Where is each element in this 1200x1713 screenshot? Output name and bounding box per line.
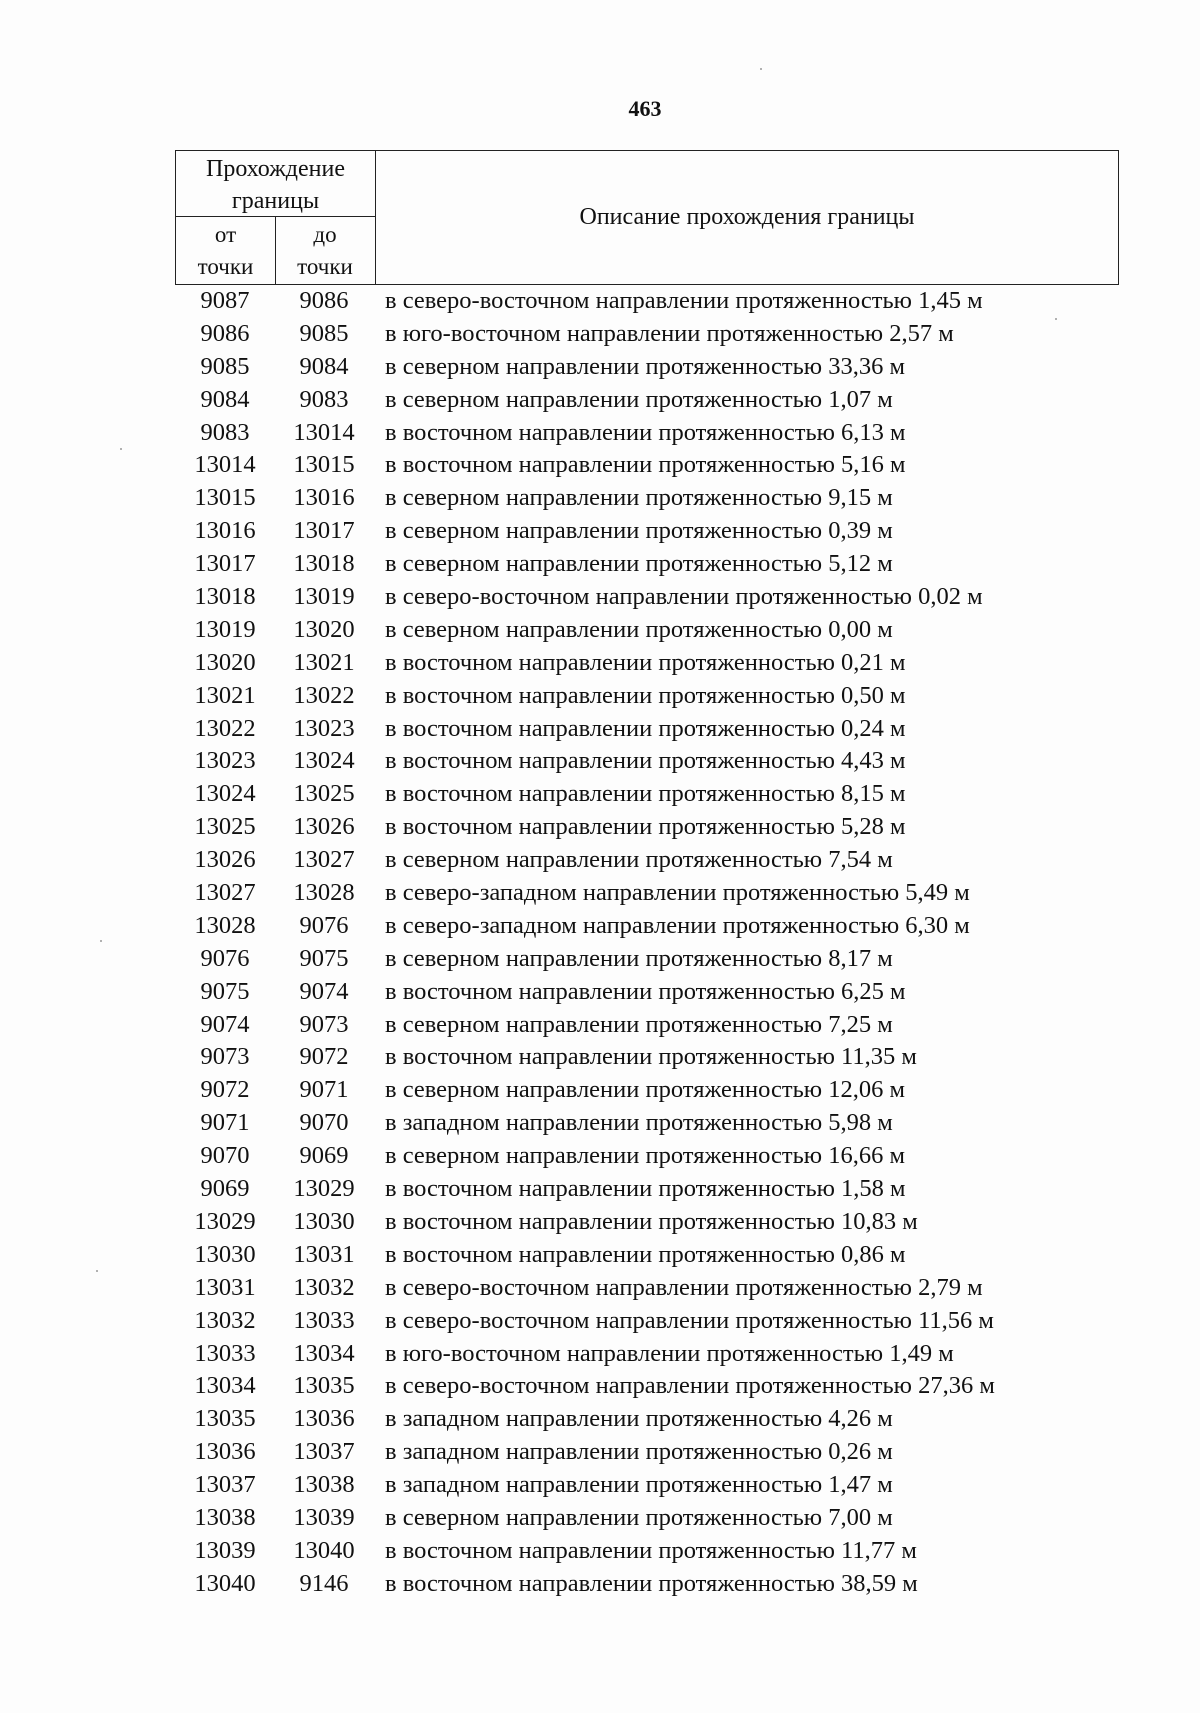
table-row — [175, 449, 1185, 482]
table-row — [175, 1568, 1185, 1601]
cell-to-point: 13036 — [293, 1405, 355, 1433]
cell-from-point: 13018 — [194, 583, 256, 611]
cell-to-point: 9072 — [299, 1043, 349, 1071]
cell-from-point: 9071 — [200, 1109, 250, 1137]
cell-from-point: 9073 — [200, 1043, 250, 1071]
cell-to-point: 13039 — [293, 1503, 355, 1531]
header-description: Описание прохождения границы — [579, 204, 915, 230]
table-row — [175, 1535, 1185, 1568]
cell-from-point: 13040 — [194, 1569, 256, 1597]
cell-description: в северном направлении протяженностью 8,17 м — [385, 944, 893, 972]
table-row — [175, 417, 1185, 450]
header-to-line2: точки — [297, 254, 353, 279]
table-row — [175, 647, 1185, 680]
table-row — [175, 614, 1185, 647]
cell-description: в восточном направлении протяженностью 0,86 м — [385, 1240, 906, 1268]
table-row — [175, 976, 1185, 1009]
cell-to-point: 13030 — [293, 1207, 355, 1235]
header-to-point — [276, 217, 374, 284]
cell-description: в юго-восточном направлении протяженностью 1,49 м — [385, 1339, 954, 1367]
header-to-line1: до — [313, 222, 337, 247]
table-row — [175, 877, 1185, 910]
cell-from-point: 13029 — [194, 1207, 256, 1235]
cell-description: в восточном направлении протяженностью 1,58 м — [385, 1175, 906, 1203]
cell-description: в западном направлении протяженностью 5,98 м — [385, 1109, 893, 1137]
cell-from-point: 13015 — [194, 484, 256, 512]
table-row — [175, 713, 1185, 746]
table-row — [175, 1074, 1185, 1107]
cell-to-point: 13020 — [293, 615, 355, 643]
cell-to-point: 13016 — [293, 484, 355, 512]
cell-description: в восточном направлении протяженностью 11,77 м — [385, 1536, 917, 1564]
cell-description: в западном направлении протяженностью 1,47 м — [385, 1471, 893, 1499]
cell-from-point: 13017 — [194, 550, 256, 578]
cell-to-point: 13032 — [293, 1273, 355, 1301]
cell-to-point: 13038 — [293, 1471, 355, 1499]
cell-to-point: 13021 — [293, 648, 355, 676]
table-row — [175, 351, 1185, 384]
scan-speck — [120, 448, 122, 450]
cell-from-point: 13020 — [194, 648, 256, 676]
header-boundary-group — [176, 151, 376, 284]
cell-to-point: 9086 — [299, 287, 349, 314]
cell-to-point: 13025 — [293, 780, 355, 808]
page-number: 463 — [628, 96, 662, 121]
cell-description: в восточном направлении протяженностью 0,21 м — [385, 648, 906, 676]
cell-to-point: 13037 — [293, 1438, 355, 1466]
cell-to-point: 9075 — [299, 944, 349, 972]
header-from-point — [176, 217, 276, 284]
cell-to-point: 9070 — [299, 1109, 349, 1137]
cell-description: в западном направлении протяженностью 0,26 м — [385, 1438, 893, 1466]
cell-description: в западном направлении протяженностью 4,26 м — [385, 1405, 893, 1433]
cell-description: в восточном направлении протяженностью 5,16 м — [385, 451, 906, 479]
cell-to-point: 13022 — [293, 681, 355, 709]
cell-description: в северо-западном направлении протяженностью 6,30 м — [385, 911, 970, 939]
cell-to-point: 13034 — [293, 1339, 355, 1367]
scan-speck — [1055, 318, 1057, 320]
table-row — [175, 811, 1185, 844]
cell-to-point: 9146 — [299, 1569, 349, 1597]
cell-to-point: 13019 — [293, 583, 355, 611]
cell-description: в северо-восточном направлении протяженностью 11,56 м — [385, 1306, 994, 1334]
table-header — [175, 150, 1119, 285]
cell-from-point: 13027 — [194, 879, 256, 907]
cell-to-point: 9076 — [299, 911, 349, 939]
cell-from-point: 9085 — [200, 352, 250, 380]
cell-from-point: 13031 — [194, 1273, 256, 1301]
cell-description: в восточном направлении протяженностью 10,83 м — [385, 1207, 918, 1235]
table-row — [175, 943, 1185, 976]
cell-to-point: 13015 — [293, 451, 355, 479]
table-row — [175, 680, 1185, 713]
cell-from-point: 13034 — [194, 1372, 256, 1400]
cell-from-point: 13037 — [194, 1471, 256, 1499]
cell-to-point: 13014 — [293, 418, 355, 446]
cell-description: в восточном направлении протяженностью 5,28 м — [385, 813, 906, 841]
table-row — [175, 285, 1185, 318]
table-row — [175, 1239, 1185, 1272]
cell-to-point: 13023 — [293, 714, 355, 742]
table-row — [175, 515, 1185, 548]
cell-description: в северном направлении протяженностью 1,07 м — [385, 385, 893, 413]
table-row — [175, 745, 1185, 778]
cell-from-point: 9075 — [200, 977, 250, 1005]
table-body — [175, 285, 1185, 1601]
cell-from-point: 13016 — [194, 517, 256, 545]
header-from-line2: точки — [197, 254, 254, 279]
cell-to-point: 13033 — [293, 1306, 355, 1334]
cell-from-point: 13023 — [194, 747, 256, 775]
header-from-line1: от — [214, 222, 237, 247]
cell-from-point: 9072 — [200, 1076, 250, 1104]
cell-to-point: 9083 — [299, 385, 349, 413]
cell-description: в северном направлении протяженностью 7,00 м — [385, 1503, 893, 1531]
header-group-title — [176, 151, 375, 217]
cell-description: в северо-западном направлении протяженностью 5,49 м — [385, 879, 970, 907]
cell-to-point: 13024 — [293, 747, 355, 775]
cell-description: в северном направлении протяженностью 16,66 м — [385, 1142, 905, 1170]
table-row — [175, 581, 1185, 614]
cell-to-point: 13027 — [293, 846, 355, 874]
cell-description: в северном направлении протяженностью 7,54 м — [385, 846, 893, 874]
scan-speck — [100, 940, 102, 942]
cell-from-point: 13021 — [194, 681, 256, 709]
table-row — [175, 910, 1185, 943]
table-row — [175, 1502, 1185, 1535]
cell-from-point: 9083 — [200, 418, 250, 446]
table-row — [175, 1436, 1185, 1469]
cell-from-point: 13038 — [194, 1503, 256, 1531]
cell-from-point: 13035 — [194, 1405, 256, 1433]
cell-description: в восточном направлении протяженностью 0,50 м — [385, 681, 906, 709]
table-row — [175, 1469, 1185, 1502]
cell-description: в восточном направлении протяженностью 8,15 м — [385, 780, 906, 808]
cell-to-point: 9071 — [299, 1076, 349, 1104]
header-group-title-line1: Прохождение — [205, 156, 345, 182]
table-row — [175, 1009, 1185, 1042]
cell-from-point: 13036 — [194, 1438, 256, 1466]
table-row — [175, 1370, 1185, 1403]
cell-from-point: 9084 — [200, 385, 250, 413]
cell-description: в восточном направлении протяженностью 6,13 м — [385, 418, 906, 446]
table-row — [175, 844, 1185, 877]
table-row — [175, 1305, 1185, 1338]
cell-from-point: 13033 — [194, 1339, 256, 1367]
cell-description: в восточном направлении протяженностью 11,35 м — [385, 1043, 917, 1071]
table-row — [175, 1206, 1185, 1239]
cell-from-point: 13024 — [194, 780, 256, 808]
table-row — [175, 1173, 1185, 1206]
table-row — [175, 1140, 1185, 1173]
cell-to-point: 13026 — [293, 813, 355, 841]
table-row — [175, 1107, 1185, 1140]
table-row — [175, 1272, 1185, 1305]
cell-to-point: 13018 — [293, 550, 355, 578]
cell-from-point: 13025 — [194, 813, 256, 841]
cell-from-point: 13022 — [194, 714, 256, 742]
cell-description: в восточном направлении протяженностью 0,24 м — [385, 714, 906, 742]
table-row — [175, 384, 1185, 417]
table-row — [175, 1041, 1185, 1074]
cell-from-point: 9086 — [200, 319, 250, 347]
cell-to-point: 9074 — [299, 977, 349, 1005]
cell-from-point: 9074 — [200, 1010, 250, 1038]
cell-from-point: 9076 — [200, 944, 250, 972]
table-row — [175, 1403, 1185, 1436]
cell-to-point: 13029 — [293, 1175, 355, 1203]
cell-description: в северном направлении протяженностью 33,36 м — [385, 352, 905, 380]
cell-description: в северном направлении протяженностью 0,00 м — [385, 615, 893, 643]
table-row — [175, 778, 1185, 811]
cell-description: в северном направлении протяженностью 9,15 м — [385, 484, 893, 512]
cell-description: в восточном направлении протяженностью 38,59 м — [385, 1569, 918, 1597]
cell-from-point: 13019 — [194, 615, 256, 643]
cell-from-point: 9087 — [200, 287, 250, 314]
cell-description: в юго-восточном направлении протяженностью 2,57 м — [385, 319, 954, 347]
cell-to-point: 9069 — [299, 1142, 349, 1170]
cell-from-point: 13028 — [194, 911, 256, 939]
cell-from-point: 9069 — [200, 1175, 250, 1203]
cell-from-point: 13026 — [194, 846, 256, 874]
cell-to-point: 13040 — [293, 1536, 355, 1564]
cell-from-point: 9070 — [200, 1142, 250, 1170]
cell-description: в северном направлении протяженностью 0,39 м — [385, 517, 893, 545]
cell-from-point: 13039 — [194, 1536, 256, 1564]
cell-to-point: 13028 — [293, 879, 355, 907]
scan-speck — [760, 68, 762, 70]
cell-description: в северо-восточном направлении протяженностью 0,02 м — [385, 583, 983, 611]
header-group-title-line2: границы — [231, 188, 320, 214]
table-row — [175, 318, 1185, 351]
cell-description: в северном направлении протяженностью 5,12 м — [385, 550, 893, 578]
cell-description: в восточном направлении протяженностью 4,43 м — [385, 747, 906, 775]
cell-to-point: 13035 — [293, 1372, 355, 1400]
cell-description: в восточном направлении протяженностью 6,25 м — [385, 977, 906, 1005]
cell-to-point: 13031 — [293, 1240, 355, 1268]
table-row — [175, 482, 1185, 515]
cell-description: в северном направлении протяженностью 12,06 м — [385, 1076, 905, 1104]
scan-speck — [96, 1270, 98, 1272]
cell-from-point: 13030 — [194, 1240, 256, 1268]
cell-from-point: 13014 — [194, 451, 256, 479]
cell-to-point: 9073 — [299, 1010, 349, 1038]
cell-from-point: 13032 — [194, 1306, 256, 1334]
cell-description: в северо-восточном направлении протяженностью 27,36 м — [385, 1372, 995, 1400]
cell-description: в северо-восточном направлении протяженностью 1,45 м — [385, 287, 983, 314]
table-row — [175, 548, 1185, 581]
cell-to-point: 9084 — [299, 352, 349, 380]
cell-description: в северо-восточном направлении протяженностью 2,79 м — [385, 1273, 983, 1301]
cell-to-point: 13017 — [293, 517, 355, 545]
cell-description: в северном направлении протяженностью 7,25 м — [385, 1010, 893, 1038]
table-row — [175, 1338, 1185, 1371]
cell-to-point: 9085 — [299, 319, 349, 347]
